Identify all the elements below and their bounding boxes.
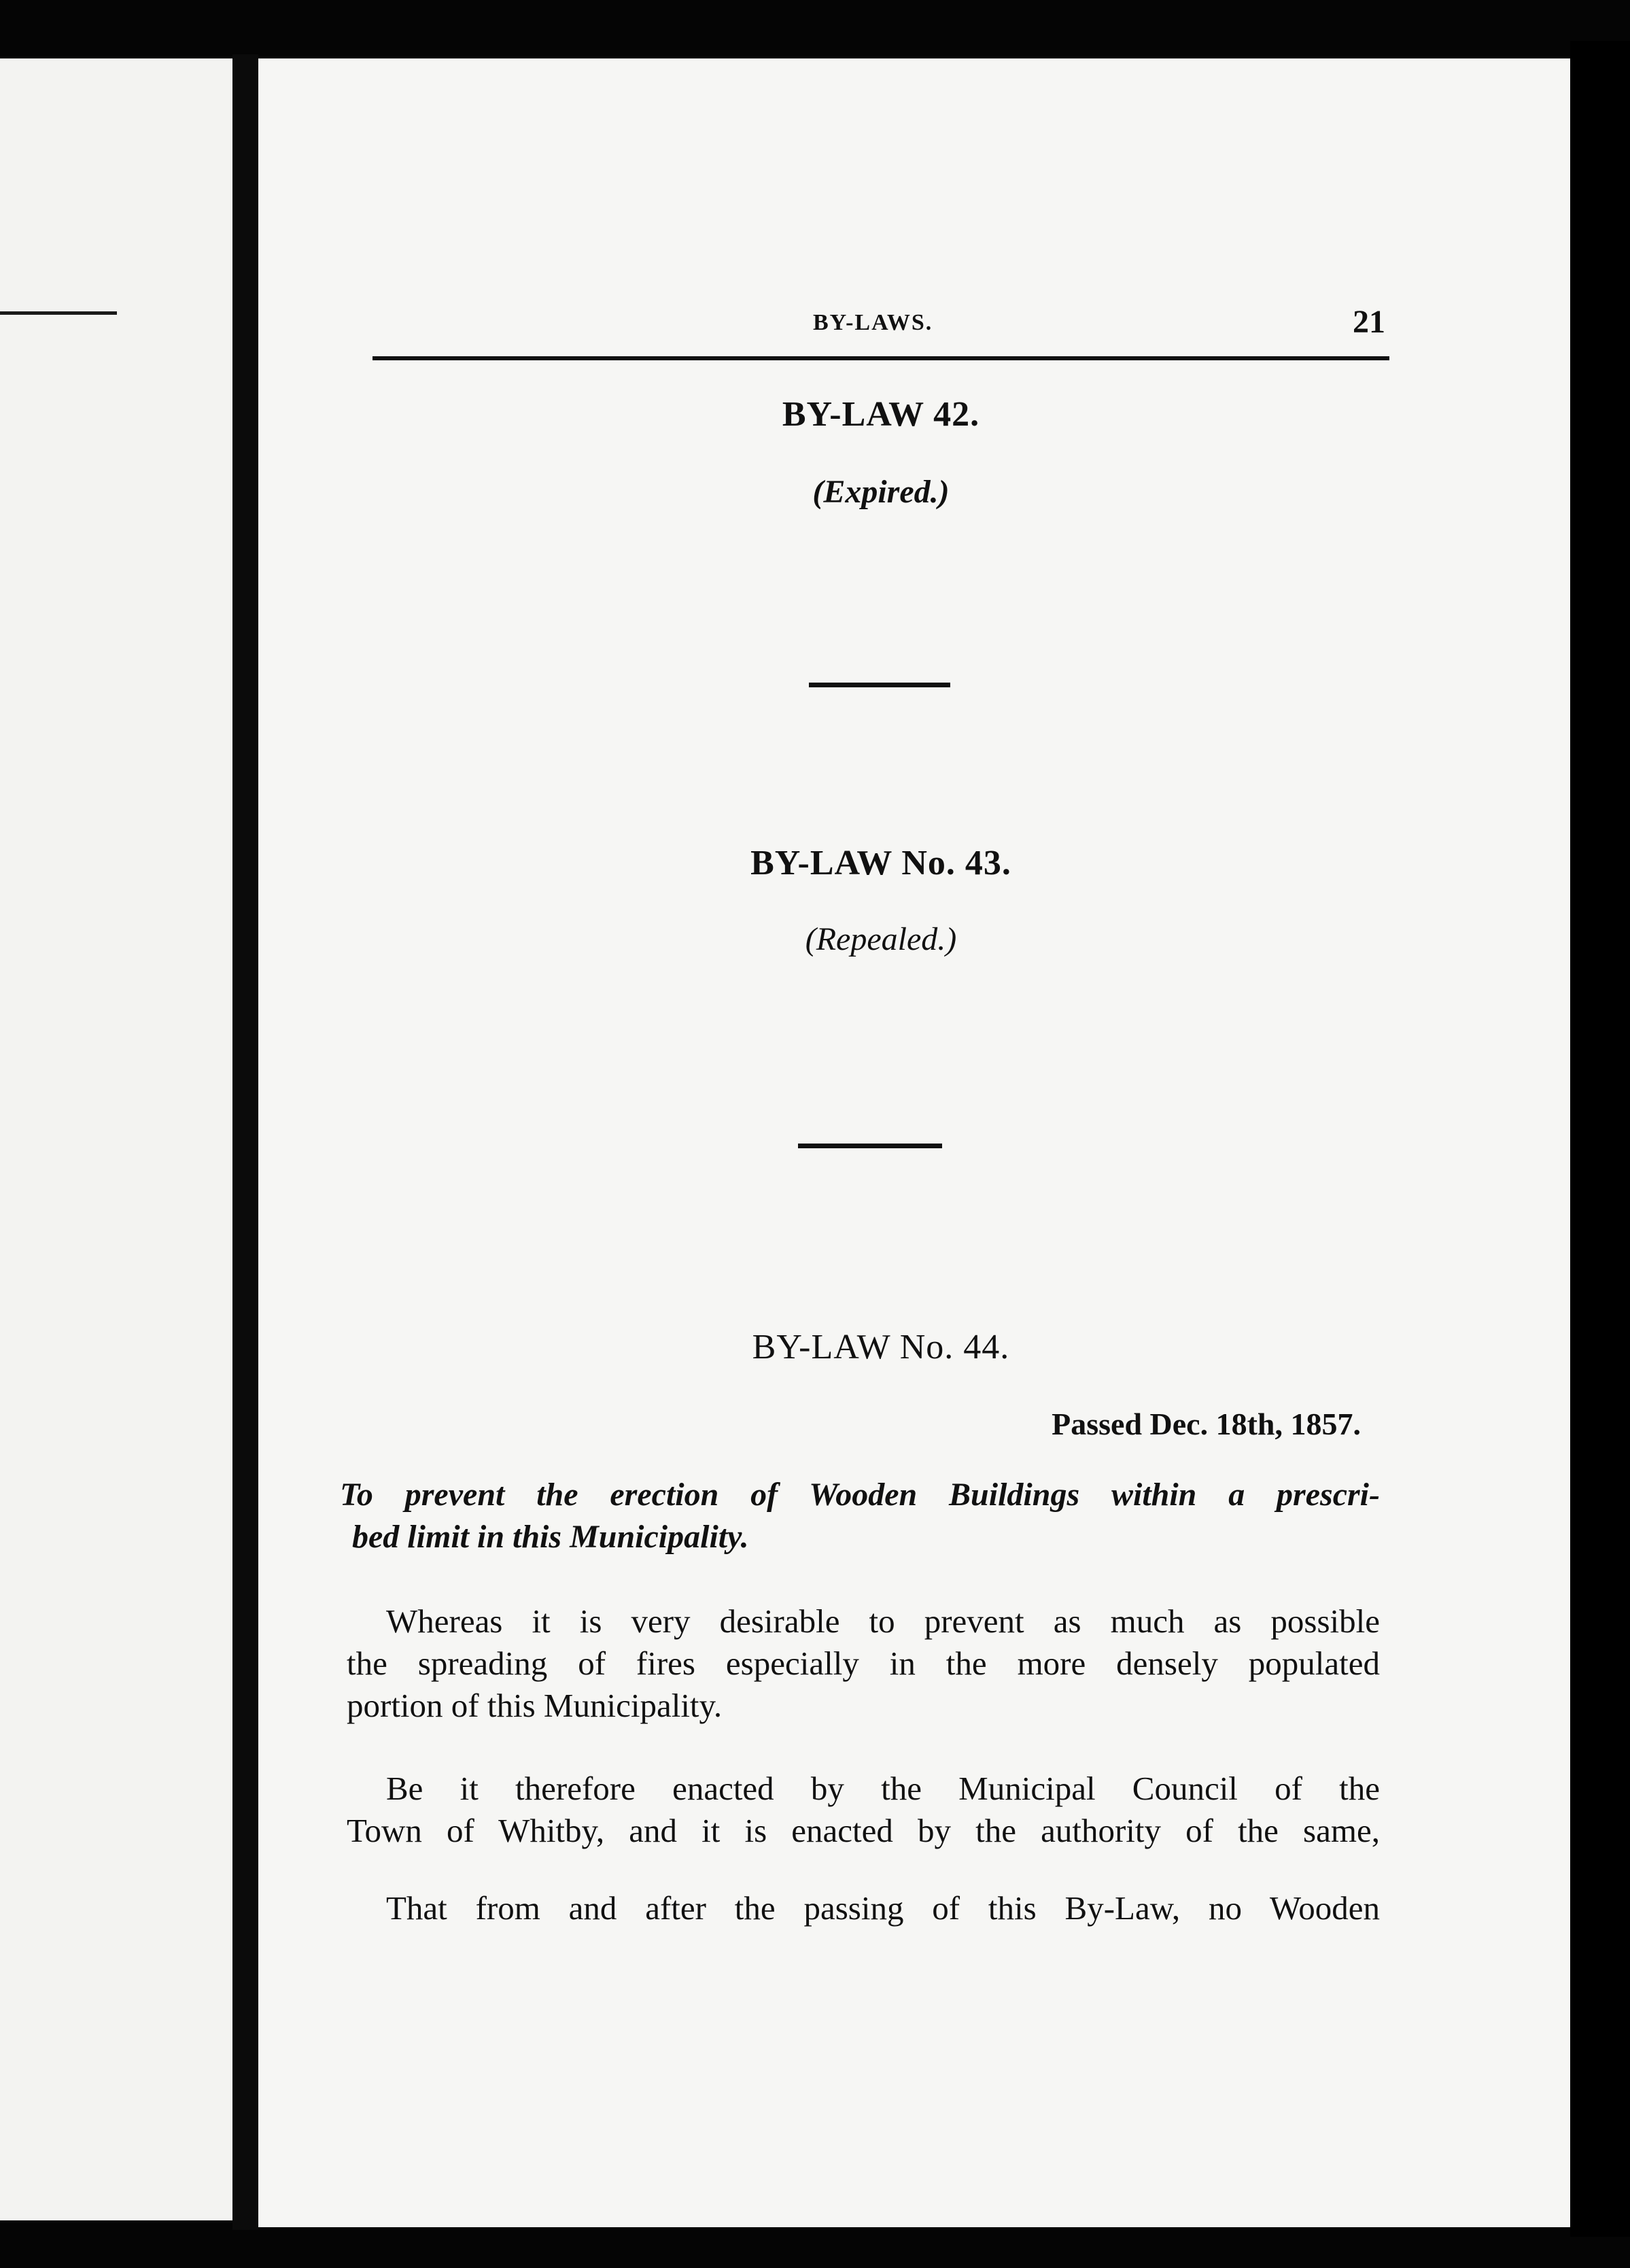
paragraph-line: Town of Whitby, and it is enacted by the authority of the same, — [347, 1812, 1380, 1849]
paragraph-line: Be it therefore enacted by the Municipal Council of the — [386, 1770, 1380, 1807]
page-edge-shadow — [1570, 41, 1630, 2237]
bylaw-43-heading: BY-LAW No. 43. — [750, 844, 1011, 882]
bylaw-44-title — [340, 1474, 1380, 1558]
title-line: bed limit in this Municipality. — [352, 1519, 749, 1555]
clause-paragraph — [347, 1887, 1380, 1929]
book-gutter — [232, 54, 258, 2230]
paragraph-line: portion of this Municipality. — [347, 1687, 723, 1724]
header-rule — [372, 356, 1389, 360]
running-header: BY-LAWS. — [813, 310, 933, 335]
bylaw-44-heading: BY-LAW No. 44. — [752, 1328, 1010, 1367]
passed-date: Passed Dec. 18th, 1857. — [1052, 1407, 1361, 1441]
separator-rule — [798, 1144, 942, 1148]
enacting-paragraph — [347, 1768, 1380, 1852]
facing-page-rule — [0, 311, 117, 315]
bylaw-42-heading: BY-LAW 42. — [782, 395, 980, 434]
paragraph-line: the spreading of fires especially in the more densely populated — [347, 1645, 1380, 1682]
title-line: To prevent the erection of Wooden Buildings within a prescri- — [340, 1477, 1380, 1513]
page-number: 21 — [1353, 304, 1385, 340]
bylaw-43-status: (Repealed.) — [805, 921, 957, 957]
paragraph-line: Whereas it is very desirable to prevent as much as possible — [386, 1602, 1380, 1640]
bylaw-42-status: (Expired.) — [812, 474, 950, 510]
separator-rule — [809, 683, 950, 687]
preamble-paragraph — [347, 1600, 1380, 1727]
paragraph-line: That from and after the passing of this By-Law, no Wooden — [386, 1889, 1380, 1927]
facing-page-fragment — [0, 58, 232, 2220]
